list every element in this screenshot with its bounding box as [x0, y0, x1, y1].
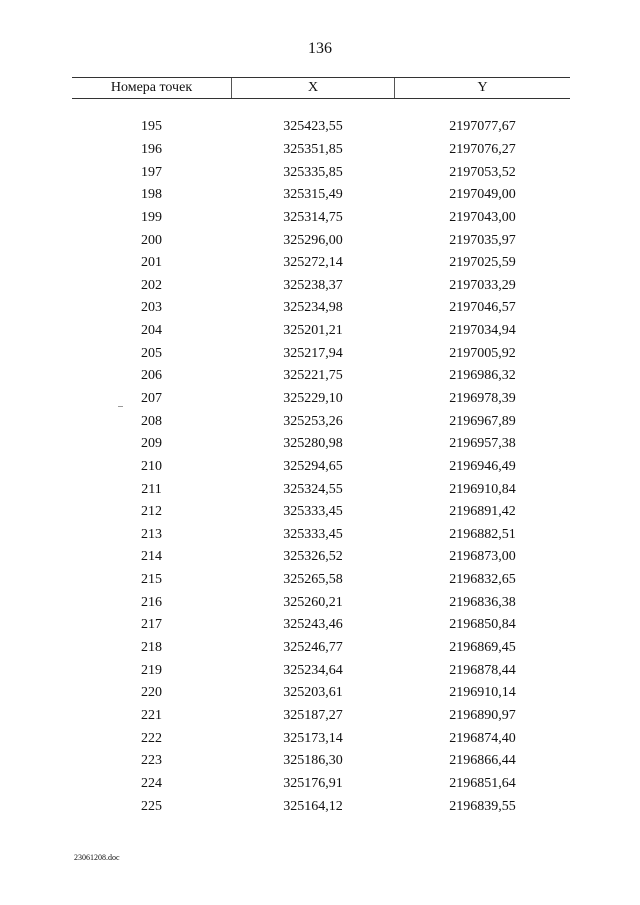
- table-row: [72, 433, 570, 456]
- table-row: [72, 614, 570, 637]
- y-coordinate-cell: 2197033,29: [449, 277, 516, 293]
- x-coordinate-cell: 325423,55: [283, 119, 343, 135]
- x-coordinate-cell: 325164,12: [283, 798, 343, 814]
- table-row: [72, 705, 570, 728]
- x-coordinate-cell: 325176,91: [283, 775, 343, 791]
- x-coordinate-cell: 325203,61: [283, 685, 343, 701]
- table-row: [72, 456, 570, 479]
- y-coordinate-cell: 2197005,92: [449, 345, 516, 361]
- x-coordinate-cell: 325333,45: [283, 504, 343, 520]
- y-coordinate-cell: 2196890,97: [449, 707, 516, 723]
- table-row: [72, 773, 570, 796]
- y-coordinate-cell: 2196891,42: [449, 504, 516, 520]
- y-coordinate-cell: 2196910,14: [449, 685, 516, 701]
- table-row: [72, 229, 570, 252]
- y-coordinate-cell: 2196978,39: [449, 391, 516, 406]
- y-coordinate-cell: 2196967,89: [449, 413, 516, 429]
- x-coordinate-cell: 325265,58: [283, 572, 343, 588]
- table-row: [72, 727, 570, 750]
- x-coordinate-cell: 325294,65: [283, 458, 343, 474]
- point-number-cell: 215: [141, 572, 162, 588]
- table-row: [72, 184, 570, 207]
- point-number-cell: 197: [141, 164, 162, 180]
- y-coordinate-cell: 2197053,52: [449, 164, 516, 180]
- point-number-cell: 223: [141, 753, 162, 769]
- y-coordinate-cell: 2196957,38: [449, 436, 516, 452]
- table-row: [72, 207, 570, 230]
- point-number-cell: 198: [141, 187, 162, 203]
- column-header-x: X: [231, 78, 395, 98]
- x-coordinate-cell: 325187,27: [283, 707, 343, 723]
- x-coordinate-cell: 325229,10: [283, 391, 343, 406]
- point-number-cell: 205: [141, 345, 162, 361]
- y-coordinate-cell: 2197035,97: [449, 232, 516, 248]
- x-coordinate-cell: 325234,98: [283, 300, 343, 316]
- point-number-cell: 218: [141, 640, 162, 656]
- point-number-cell: 195: [141, 119, 162, 135]
- point-number-cell: 206: [141, 368, 162, 384]
- point-number-cell: 210: [141, 458, 162, 474]
- x-coordinate-cell: 325246,77: [283, 640, 343, 656]
- column-header-point-number: Номера точек: [110, 80, 193, 95]
- table-row: [72, 297, 570, 320]
- point-number-cell: 203: [141, 300, 162, 316]
- y-coordinate-cell: 2196910,84: [449, 481, 516, 497]
- scan-speck: [118, 406, 123, 407]
- y-coordinate-cell: 2197043,00: [449, 209, 516, 225]
- x-coordinate-cell: 325272,14: [283, 255, 343, 271]
- point-number-cell: 212: [141, 504, 162, 520]
- table-row: [72, 524, 570, 547]
- y-coordinate-cell: 2196882,51: [449, 526, 516, 542]
- y-coordinate-cell: 2196850,84: [449, 617, 516, 633]
- table-row: [72, 795, 570, 818]
- y-coordinate-cell: 2196866,44: [449, 753, 516, 769]
- point-number-cell: 200: [141, 232, 162, 248]
- x-coordinate-cell: 325253,26: [283, 413, 343, 429]
- document-filename: 23061208.doc: [74, 853, 120, 862]
- table-row: [72, 501, 570, 524]
- point-number-cell: 225: [141, 798, 162, 814]
- table-row: [72, 365, 570, 388]
- x-coordinate-cell: 325324,55: [283, 481, 343, 497]
- x-coordinate-cell: 325221,75: [283, 368, 343, 384]
- x-coordinate-cell: 325351,85: [283, 141, 343, 157]
- point-number-cell: 207: [141, 391, 162, 406]
- column-header-y: Y: [477, 80, 488, 95]
- x-coordinate-cell: 325335,85: [283, 164, 343, 180]
- page-number: 136: [308, 40, 332, 57]
- table-row: [72, 252, 570, 275]
- point-number-cell: 202: [141, 277, 162, 293]
- y-coordinate-cell: 2197046,57: [449, 300, 516, 316]
- table-row: [72, 274, 570, 297]
- point-number-cell: 221: [141, 707, 162, 723]
- table-row: [72, 478, 570, 501]
- y-coordinate-cell: 2196873,00: [449, 549, 516, 565]
- table-row: [72, 659, 570, 682]
- x-coordinate-cell: 325217,94: [283, 345, 343, 361]
- y-coordinate-cell: 2197049,00: [449, 187, 516, 203]
- y-coordinate-cell: 2197076,27: [449, 141, 516, 157]
- x-coordinate-cell: 325260,21: [283, 594, 343, 610]
- table-row: [72, 388, 570, 411]
- coordinates-table-body: [72, 116, 570, 818]
- table-row: [72, 161, 570, 184]
- point-number-cell: 196: [141, 141, 162, 157]
- table-row: [72, 320, 570, 343]
- point-number-cell: 208: [141, 413, 162, 429]
- y-coordinate-cell: 2196874,40: [449, 730, 516, 746]
- x-coordinate-cell: 325243,46: [283, 617, 343, 633]
- point-number-cell: 219: [141, 662, 162, 678]
- point-number-cell: 209: [141, 436, 162, 452]
- table-row: [72, 591, 570, 614]
- x-coordinate-cell: 325326,52: [283, 549, 343, 565]
- y-coordinate-cell: 2196869,45: [449, 640, 516, 656]
- table-row: [72, 546, 570, 569]
- table-row: [72, 637, 570, 660]
- point-number-cell: 220: [141, 685, 162, 701]
- y-coordinate-cell: 2197034,94: [449, 323, 516, 339]
- point-number-cell: 224: [141, 775, 162, 791]
- table-row: [72, 342, 570, 365]
- point-number-cell: 213: [141, 526, 162, 542]
- table-row: [72, 139, 570, 162]
- x-coordinate-cell: 325186,30: [283, 753, 343, 769]
- x-coordinate-cell: 325201,21: [283, 323, 343, 339]
- x-coordinate-cell: 325314,75: [283, 209, 343, 225]
- y-coordinate-cell: 2197077,67: [449, 119, 516, 135]
- y-coordinate-cell: 2196832,65: [449, 572, 516, 588]
- table-header: [72, 77, 570, 99]
- table-row: [72, 750, 570, 773]
- table-row: [72, 682, 570, 705]
- table-row: [72, 410, 570, 433]
- y-coordinate-cell: 2196878,44: [449, 662, 516, 678]
- y-coordinate-cell: 2196851,64: [449, 775, 516, 791]
- point-number-cell: 201: [141, 255, 162, 271]
- point-number-cell: 199: [141, 209, 162, 225]
- x-coordinate-cell: 325173,14: [283, 730, 343, 746]
- point-number-cell: 216: [141, 594, 162, 610]
- x-coordinate-cell: 325333,45: [283, 526, 343, 542]
- x-coordinate-cell: 325234,64: [283, 662, 343, 678]
- table-row: [72, 569, 570, 592]
- y-coordinate-cell: 2196836,38: [449, 594, 516, 610]
- x-coordinate-cell: 325280,98: [283, 436, 343, 452]
- table-row: [72, 116, 570, 139]
- point-number-cell: 214: [141, 549, 162, 565]
- y-coordinate-cell: 2196986,32: [449, 368, 516, 384]
- y-coordinate-cell: 2196839,55: [449, 798, 516, 814]
- point-number-cell: 211: [141, 481, 162, 497]
- point-number-cell: 204: [141, 323, 162, 339]
- x-coordinate-cell: 325315,49: [283, 187, 343, 203]
- point-number-cell: 217: [141, 617, 162, 633]
- x-coordinate-cell: 325296,00: [283, 232, 343, 248]
- y-coordinate-cell: 2197025,59: [449, 255, 516, 271]
- point-number-cell: 222: [141, 730, 162, 746]
- y-coordinate-cell: 2196946,49: [449, 458, 516, 474]
- x-coordinate-cell: 325238,37: [283, 277, 343, 293]
